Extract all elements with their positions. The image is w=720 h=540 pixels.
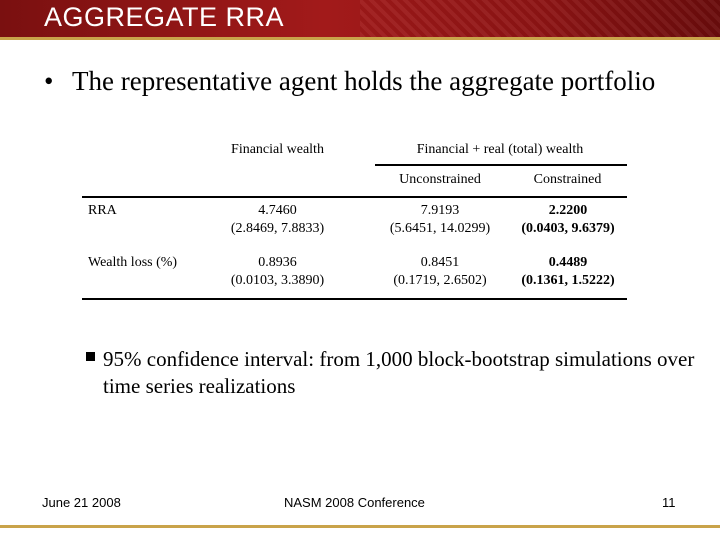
footer-page-number: 11 — [662, 495, 676, 510]
rra-unconstrained-ci: (5.6451, 14.0299) — [389, 221, 491, 236]
sub-bullet-text: 95% confidence interval: from 1,000 block-bootstrap simulations over time series realizations — [103, 347, 695, 398]
footer-date: June 21 2008 — [42, 495, 121, 510]
bullet-dot-icon: • — [44, 66, 54, 96]
title-bar — [0, 0, 720, 37]
rra-financial-value: 4.7460 — [258, 203, 297, 218]
rra-constrained-ci: (0.0403, 9.6379) — [521, 221, 615, 236]
header-constrained: Constrained — [533, 172, 602, 187]
rra-unconstrained-value: 7.9193 — [420, 203, 460, 218]
title-underline — [0, 37, 720, 40]
sub-bullet — [86, 346, 706, 400]
wealth-loss-unconstrained-value: 0.8451 — [420, 255, 460, 270]
title-bar-pattern — [360, 0, 720, 37]
main-bullet — [44, 66, 655, 97]
rra-constrained-value: 2.2200 — [548, 203, 588, 218]
wealth-loss-unconstrained-ci: (0.1719, 2.6502) — [393, 273, 487, 288]
rra-financial-ci: (2.8469, 7.8833) — [230, 221, 325, 236]
wealth-loss-constrained-ci: (0.1361, 1.5222) — [521, 273, 615, 288]
header-financial-wealth: Financial wealth — [231, 142, 324, 157]
footer-conference: NASM 2008 Conference — [284, 495, 425, 510]
wealth-loss-financial-value: 0.8936 — [258, 255, 297, 270]
slide-title: AGGREGATE RRA — [44, 2, 285, 32]
wealth-loss-constrained-value: 0.4489 — [548, 255, 588, 270]
header-unconstrained: Unconstrained — [399, 172, 481, 187]
wealth-loss-financial-ci: (0.0103, 3.3890) — [230, 273, 325, 288]
footer-line — [0, 525, 720, 528]
square-bullet-icon — [86, 352, 95, 361]
header-rule — [375, 164, 627, 166]
header-total-wealth: Financial + real (total) wealth — [416, 142, 584, 157]
row-label-rra: RRA — [88, 203, 117, 218]
table-bottom-rule — [82, 298, 627, 300]
main-bullet-text: The representative agent holds the aggregate portfolio — [72, 66, 656, 96]
table-rule — [82, 196, 627, 198]
row-label-wealth-loss: Wealth loss (%) — [88, 255, 178, 270]
